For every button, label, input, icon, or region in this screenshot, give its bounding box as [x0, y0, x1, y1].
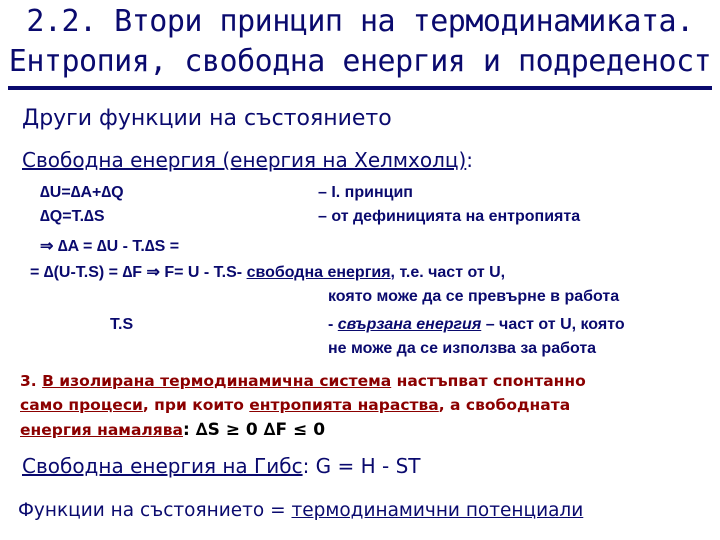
- bound-energy-dash: -: [328, 316, 338, 333]
- rule3-inequalities: : ∆S ≥ 0 ∆F ≤ 0: [183, 420, 326, 440]
- bound-energy-explanation: не може да се използва за работа: [328, 340, 597, 357]
- equation-free-energy-dash: -: [236, 264, 247, 281]
- rule3-and-free: , а свободната: [438, 396, 571, 414]
- equation-work: ⇒ ∆A = ∆U - T.∆S =: [40, 238, 180, 255]
- gibbs-formula: : G = H - ST: [302, 454, 421, 478]
- bound-energy-rest: – част от U, която: [481, 316, 625, 333]
- rule3-line3: [20, 420, 325, 440]
- equation-first-law-note: – I. принцип: [318, 184, 413, 201]
- free-energy-term: свободна енергия: [246, 264, 391, 281]
- section-heading: Други функции на състоянието: [22, 106, 392, 131]
- rule3-only-processes: само процеси: [20, 396, 143, 414]
- gibbs-label: Свободна енергия на Гибс: [22, 454, 303, 478]
- bound-energy-term: свързана енергия: [337, 316, 482, 333]
- rule3-spontaneous: настъпват спонтанно: [391, 372, 586, 390]
- rule3-energy-decreases: енергия намалява: [20, 421, 184, 439]
- functions-text: Функции на състоянието =: [18, 500, 292, 521]
- free-energy-explanation: която може да се превърне в работа: [328, 288, 620, 305]
- equation-free-energy-rest: , т.е. част от U,: [390, 264, 506, 281]
- helmholtz-heading: [22, 148, 473, 172]
- page-title-line2: Ентропия, свободна енергия и подреденост: [8, 44, 712, 79]
- equation-free-energy-formula: = ∆(U-T.S) = ∆F ⇒ F= U - T.S: [30, 264, 237, 281]
- rule3-number: 3.: [20, 372, 37, 390]
- rule3-where: , при които: [142, 396, 250, 414]
- rule3-line2: [20, 396, 570, 414]
- bound-energy-line: [328, 316, 625, 334]
- rule3-isolated-system: В изолирана термодинамична система: [42, 372, 392, 390]
- bound-energy-symbol: T.S: [110, 316, 134, 333]
- helmholtz-colon: :: [466, 148, 474, 172]
- functions-line: [18, 500, 583, 521]
- equation-entropy-def: ∆Q=T.∆S: [40, 208, 105, 225]
- thermodynamic-potentials: термодинамични потенциали: [291, 500, 584, 521]
- equation-entropy-note: – от дефиницията на ентропията: [318, 208, 581, 225]
- page-title-line1: 2.2. Втори принцип на термодинамиката.: [26, 4, 694, 39]
- equation-free-energy: [30, 262, 505, 282]
- rule3-line1: [20, 372, 586, 390]
- gibbs-line: [22, 454, 421, 478]
- equation-first-law: ∆U=∆A+∆Q: [40, 184, 124, 201]
- rule3-entropy-increases: ентропията нараства: [249, 396, 439, 414]
- title-divider: [8, 86, 712, 90]
- helmholtz-label: Свободна енергия (енергия на Хелмхолц): [22, 148, 467, 172]
